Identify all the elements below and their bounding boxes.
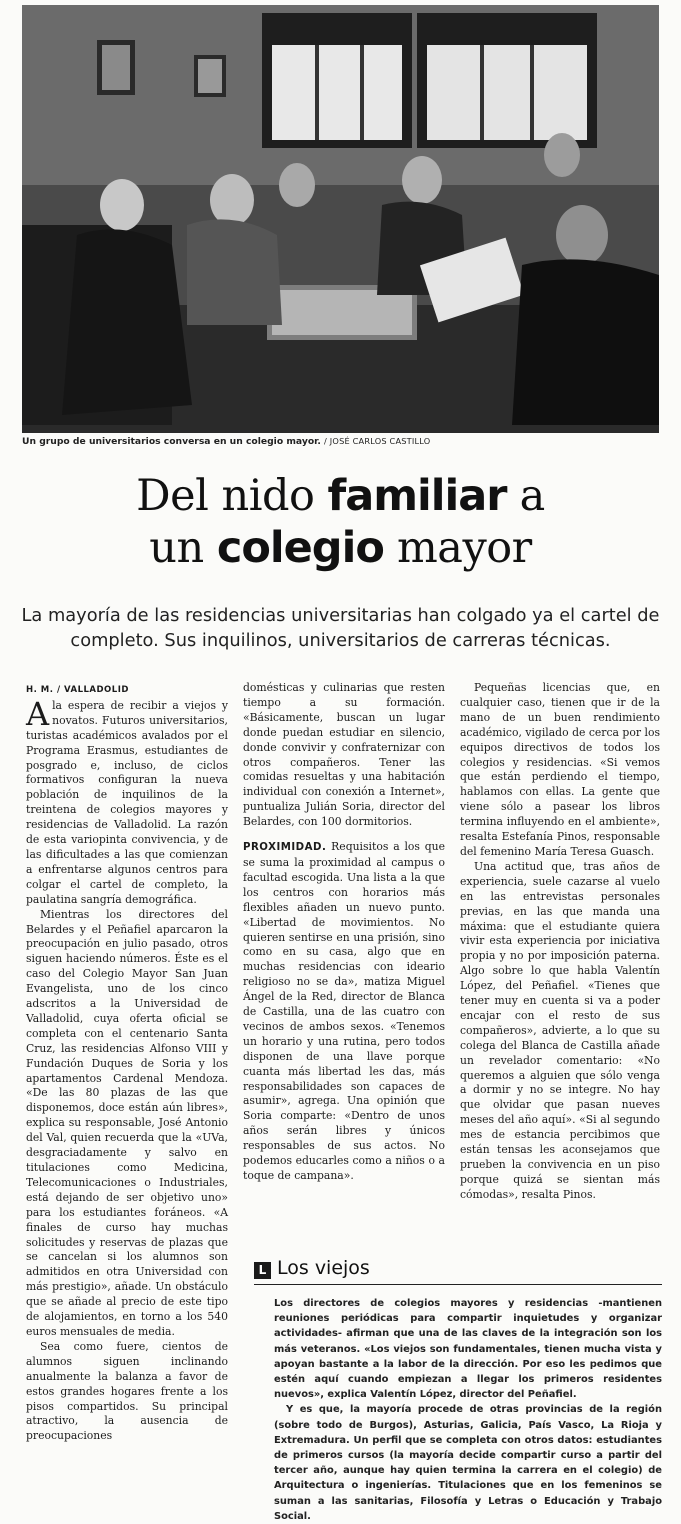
paragraph-text: la espera de recibir a viejos y novatos. Futuros universitarios, turistas académicos avalados por el Programa Erasmus, estudiantes de posgrado e, incluso, de ciclos formativos configuran la nueva población de inquilinos de la treintena de colegios mayores y residencias de Valladolid. La razón de esta variopinta convivencia, y de las dificultades a las que comienzan a enfrentarse algunos centros para colgar el cartel de completo, la paulatina sangría demográfica. [26,698,228,906]
headline-bold-word: colegio [216,523,384,573]
headline-bold-word: familiar [327,471,507,521]
sidebar-rule [254,1284,662,1285]
paragraph [243,840,445,1184]
section-kicker: PROXIMIDAD. [243,842,327,854]
headline-part: a [506,471,545,521]
sidebar-title: Los viejos [277,1257,370,1279]
caption-text: Un grupo de universitarios conversa en un colegio mayor. [22,436,321,447]
drop-cap: A [26,694,50,733]
paragraph: Una actitud que, tras años de experiencia, suele cazarse al vuelo en las entrevistas personales previas, en las que manda una máxima: que el estudiante quiera vivir esta experiencia por iniciativa propia y no por imposición paterna. Algo sobre lo que habla Valentín López, del Peñafiel. «Tienes que tener muy en cuenta si va a poder encajar con el resto de sus compañeros», advierte, a lo que su colega del Blanca de Castilla añade un revelador comentario: «No queremos a alguien que sólo venga a dormir y no se integre. No hay que olvidar que pasan nueves meses del año aquí». «Si al segundo mes de estancia percibimos que están tensas les aconsejamos que prueben la convivencia en un piso porque quizá se sientan más cómodas», resalta Pinos. [460,859,660,1201]
sidebar-paragraph: Y es que, la mayoría procede de otras provincias de la región (sobre todo de Burgos), Asturias, Galicia, País Vasco, La Rioja y Extremadura. Un perfil que se completa con otros datos: estudiantes de primeros cursos (la mayoría decide compartir curso a partir del tercer año, aunque hay quien termina la carrera en el colegio) de Arquitectura o ingenierías. Titulaciones que en los femeninos se suman a las sanitarias, Filosofía y Letras o Educación y Trabajo Social. [274,1404,662,1522]
article-column-2 [243,681,445,1184]
photo-illustration [22,5,659,433]
headline-line-2 [0,522,681,574]
byline: H. M. / VALLADOLID [26,685,129,695]
headline-part: un [149,523,217,573]
paragraph: Mientras los directores del Belardes y el Peñafiel aparcaron la preocupación en julio pasado, otros siguen haciendo números. Éste es el caso del Colegio Mayor San Juan Evangelista, uno de los cinco adscritos a la Universidad de Valladolid, cuya oferta oficial se completa con el centenario Santa Cruz, las residencias Alfonso VIII y Fundación Duques de Soria y los apartamentos Cardenal Mendoza. «De las 80 plazas de las que disponemos, doce están aún libres», explica su responsable, José Antonio del Val, quien recuerda que la «UVa, desgraciadamente y salvo en titulaciones como Medicina, Telecomunicaciones o Industriales, está dejando de ser objetivo uno» para los estudiantes foráneos. «A finales de curso hay muchas solicitudes y reservas de plazas que se cancelan si los alumnos son admitidos en otra Universidad con más prestigio», añade. Un obstáculo que se añade al precio de este tipo de alojamientos, en torno a los 540 euros mensuales de media. [26,907,228,1338]
paragraph [26,694,228,908]
headline-part: Del nido [136,471,328,521]
headline-line-1 [0,470,681,522]
paragraph: domésticas y culinarias que resten tiempo a su formación. «Básicamente, buscan un lugar donde puedan estudiar en silencio, donde convivir y confraternizar con otros compañeros. Tener las comidas resueltas y una habitación individual con conexión a Internet», puntualiza Julián Soria, director del Belardes, con 100 dormitorios. [243,681,445,829]
subheadline: La mayoría de las residencias universitarias han colgado ya el cartel de completo. Sus inquilinos, universitarios de carreras técnicas. [21,605,660,651]
headline [0,470,681,574]
paragraph: Sea como fuere, cientos de alumnos siguen inclinando anualmente la balanza a favor de estos grandes hogares frente a los pisos compartidos. Su principal atractivo, la ausencia de preocupaciones [26,1339,228,1443]
section-letter-icon: L [254,1262,271,1279]
article-photo [22,5,659,433]
sidebar-box [254,1257,662,1522]
headline-part: mayor [383,523,532,573]
photo-caption [22,436,662,447]
article-column-3 [460,681,660,1203]
sidebar-body [274,1296,662,1524]
photo-credit: / JOSÉ CARLOS CASTILLO [324,436,431,446]
sidebar-paragraph: Los directores de colegios mayores y residencias -mantienen reuniones periódicas para compartir inquietudes y organizar actividades- afirman que una de las claves de la integración son los más veteranos. «Los viejos son fundamentales, tienen mucha vista y apoyan bastante a la labor de la dirección. Por eso les pedimos que estén aquí cuando empiezan a llegar los primeros residentes nuevos», explica Valentín López, director del Peñafiel. [274,1298,662,1401]
article-column-1 [26,683,228,1444]
paragraph-text: Requisitos a los que se suma la proximidad al campus o facultad escogida. Una lista a la que los centros con horarios más flexibles añaden un nuevo punto. «Libertad de movimientos. No quieren sentirse en una prisión, sino como en su casa, algo que en muchas residencias con ideario religioso no se da», matiza Miguel Ángel de la Red, director de Blanca de Castilla, una de las cuatro con vecinos de ambos sexos. «Tenemos un horario y una rutina, pero todos disponen de una llave porque cuanta más libertad les das, más responsabilidades son capaces de asumir», agrega. Una opinión que Soria comparte: «Dentro de unos años serán libres y únicos responsables de sus actos. No podemos educarles como a niños o a toque de campana». [243,840,445,1182]
paragraph: Pequeñas licencias que, en cualquier caso, tienen que ir de la mano de un buen rendimiento académico, vigilado de cerca por los equipos directivos de todos los colegios y residencias. «Si vemos que están perdiendo el tiempo, hablamos con ellas. La gente que viene sólo a pasear los libros termina influyendo en el ambiente», resalta Estefanía Pinos, responsable del femenino María Teresa Guasch. [460,681,660,858]
